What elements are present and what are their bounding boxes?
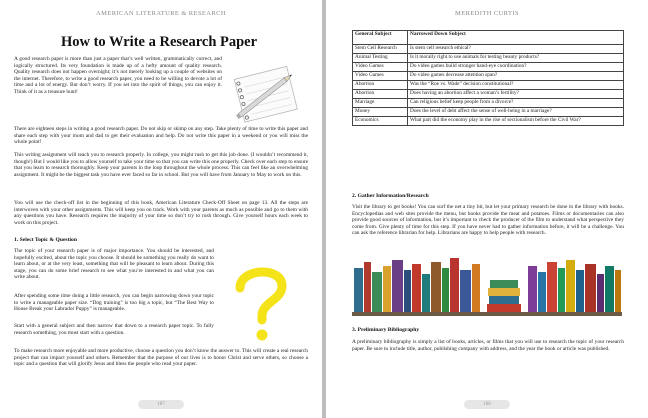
bookshelf-illustration	[352, 258, 622, 316]
section-paragraph: After spending some time doing a little research, you can begin narrowing down your topic to write a manageable paper size. “Dog training” is too big a topic, but “The Best Way to House Break your Labrador Puppy” is manageable.	[14, 293, 214, 313]
table-row	[353, 99, 624, 108]
right-page	[326, 0, 648, 418]
body-paragraph: There are eighteen steps in writing a good research paper. Do not skip or skimp on any step. Take plenty of time to write this paper and share each step with your mom and dad to get their evaluation and help. Do not write this paper in a weekend or you will miss the whole point!	[14, 126, 308, 146]
table-row	[353, 45, 624, 54]
page-title: How to Write a Research Paper	[60, 34, 258, 50]
table-row	[353, 90, 624, 99]
table-cell: Economics	[353, 117, 408, 126]
page-number: 187	[138, 400, 184, 409]
table-row	[353, 108, 624, 117]
section-paragraph: Visit the library to get books! You can surf the net a tiny bit, but let your primary research be done in the library with books. Encyclopedias and web sites provide the menu, but books provide the meat and potatoes. Films or documentaries can also provide good sources of information, but it’s important to check the producer of the film to understand what perspective they come from. Give plenty of time for this step. If you have never had to gather information before, it will be a challenge. You can ask the reference librarian for help. Librarians are happy to help people with research.	[352, 204, 624, 237]
body-paragraph: You will use the check-off list in the beginning of this book, American Literature Check-Off Sheet on page 13. All the steps are interwoven with your other assignments. This will keep you on track. Work with your parents as much as possible and go to them with any questions you have. Research requires the majority of your time so don’t try to rush through. Give yourself hours each week to work on this project.	[14, 200, 308, 226]
table-cell: Does having an abortion affect a woman’s fertility?	[408, 90, 624, 99]
subject-table	[352, 30, 624, 126]
section-heading: 1. Select Topic & Question	[14, 237, 77, 243]
page-number: 188	[464, 400, 510, 409]
table-cell: Do video games build stronger hand-eye coordination?	[408, 63, 624, 72]
notebook-pencil-illustration	[227, 62, 307, 128]
table-cell: Stem Cell Research	[353, 45, 408, 54]
intro-paragraph: A good research paper is more than just a paper that’s well written, grammatically correct, and logically structured. Its very foundation is made up of a hefty amount of quality research. Quality research does not happen overnight; it’s not merely looking up a couple of websites on the internet. Therefore, to write a good research paper, you need to be willing to devote a lot of time and a lot of energy. But don’t worry. If you set into the spirit of things, you can enjoy it. Think of it as a treasure hunt!	[14, 56, 222, 95]
section-heading: 3. Preliminary Bibliography	[352, 327, 420, 333]
running-header-right: MEREDITH CURTIS	[455, 10, 519, 17]
table-cell: Video Games	[353, 63, 408, 72]
table-cell: Marriage	[353, 99, 408, 108]
table-cell: Was the “Roe vs. Wade” decision constitutional?	[408, 81, 624, 90]
body-paragraph: This writing assignment will teach you to research properly. In college, you might rush to get this job done. (I wouldn’t recommend it, though!) But I would like you to allow yourself to take your time so that you can write this one properly. Check over each step to ensure that you learn to research thoroughly. Keep your parents in the loop throughout the whole process. This can feel like an overwhelming assignment. It might be the biggest task you have ever faced so far in school. But you will have from January to May to work on this.	[14, 152, 308, 178]
table-header-row	[353, 31, 624, 45]
table-cell: Is it morally right to use animals for testing beauty products?	[408, 54, 624, 63]
table-row	[353, 54, 624, 63]
table-cell: Animal Testing	[353, 54, 408, 63]
table-cell: Do video games decrease attention span?	[408, 72, 624, 81]
table-row	[353, 81, 624, 90]
table-header-cell: Narrowed Down Subject	[408, 31, 624, 45]
table-header-cell: General Subject	[353, 31, 408, 45]
table-cell: Does the level of debt affect the sense of well-being in a marriage?	[408, 108, 624, 117]
table-cell: Is stem cell research ethical?	[408, 45, 624, 54]
section-paragraph: Start with a general subject and then narrow that down to a research paper topic. To fully research something, you must start with a question.	[14, 323, 214, 336]
section-heading: 2. Gather Information/Research	[352, 193, 429, 199]
table-row	[353, 63, 624, 72]
table-row	[353, 72, 624, 81]
section-paragraph: To make research more enjoyable and more productive, choose a question you don’t know the answer to. This will create a real research project that can impact yourself and others. Remember that the purpose of our lives is to honor Christ and serve others, so choose a topic and a question that will glorify Jesus and bless the people who read your paper.	[14, 348, 308, 368]
left-page	[0, 0, 322, 418]
table-cell: What part did the economy play in the rise of sectionalism before the Civil War?	[408, 117, 624, 126]
section-paragraph: The topic of your research paper is of major importance. You should be interested, and hopefully excited, about the topic you choose. It should be something you really do want to learn about, or at the very least, something that will be pleasant to learn about. During this stage, you can do some brief research to see what you’re interested in and what you can write about.	[14, 248, 214, 281]
table-row	[353, 117, 624, 126]
table-cell: Abortion	[353, 90, 408, 99]
table-cell: Video Games	[353, 72, 408, 81]
question-mark-illustration	[228, 262, 294, 346]
table-cell: Money	[353, 108, 408, 117]
table-cell: Can religious belief keep people from a divorce?	[408, 99, 624, 108]
table-cell: Abortion	[353, 81, 408, 90]
section-paragraph: A preliminary bibliography is simply a list of books, articles, or films that you will use to research the topic of your research paper. Be sure to include title, author, publishing company with address, and the year the book or article was published.	[352, 339, 624, 352]
running-header-left: AMERICAN LITERATURE & RESEARCH	[96, 10, 226, 17]
